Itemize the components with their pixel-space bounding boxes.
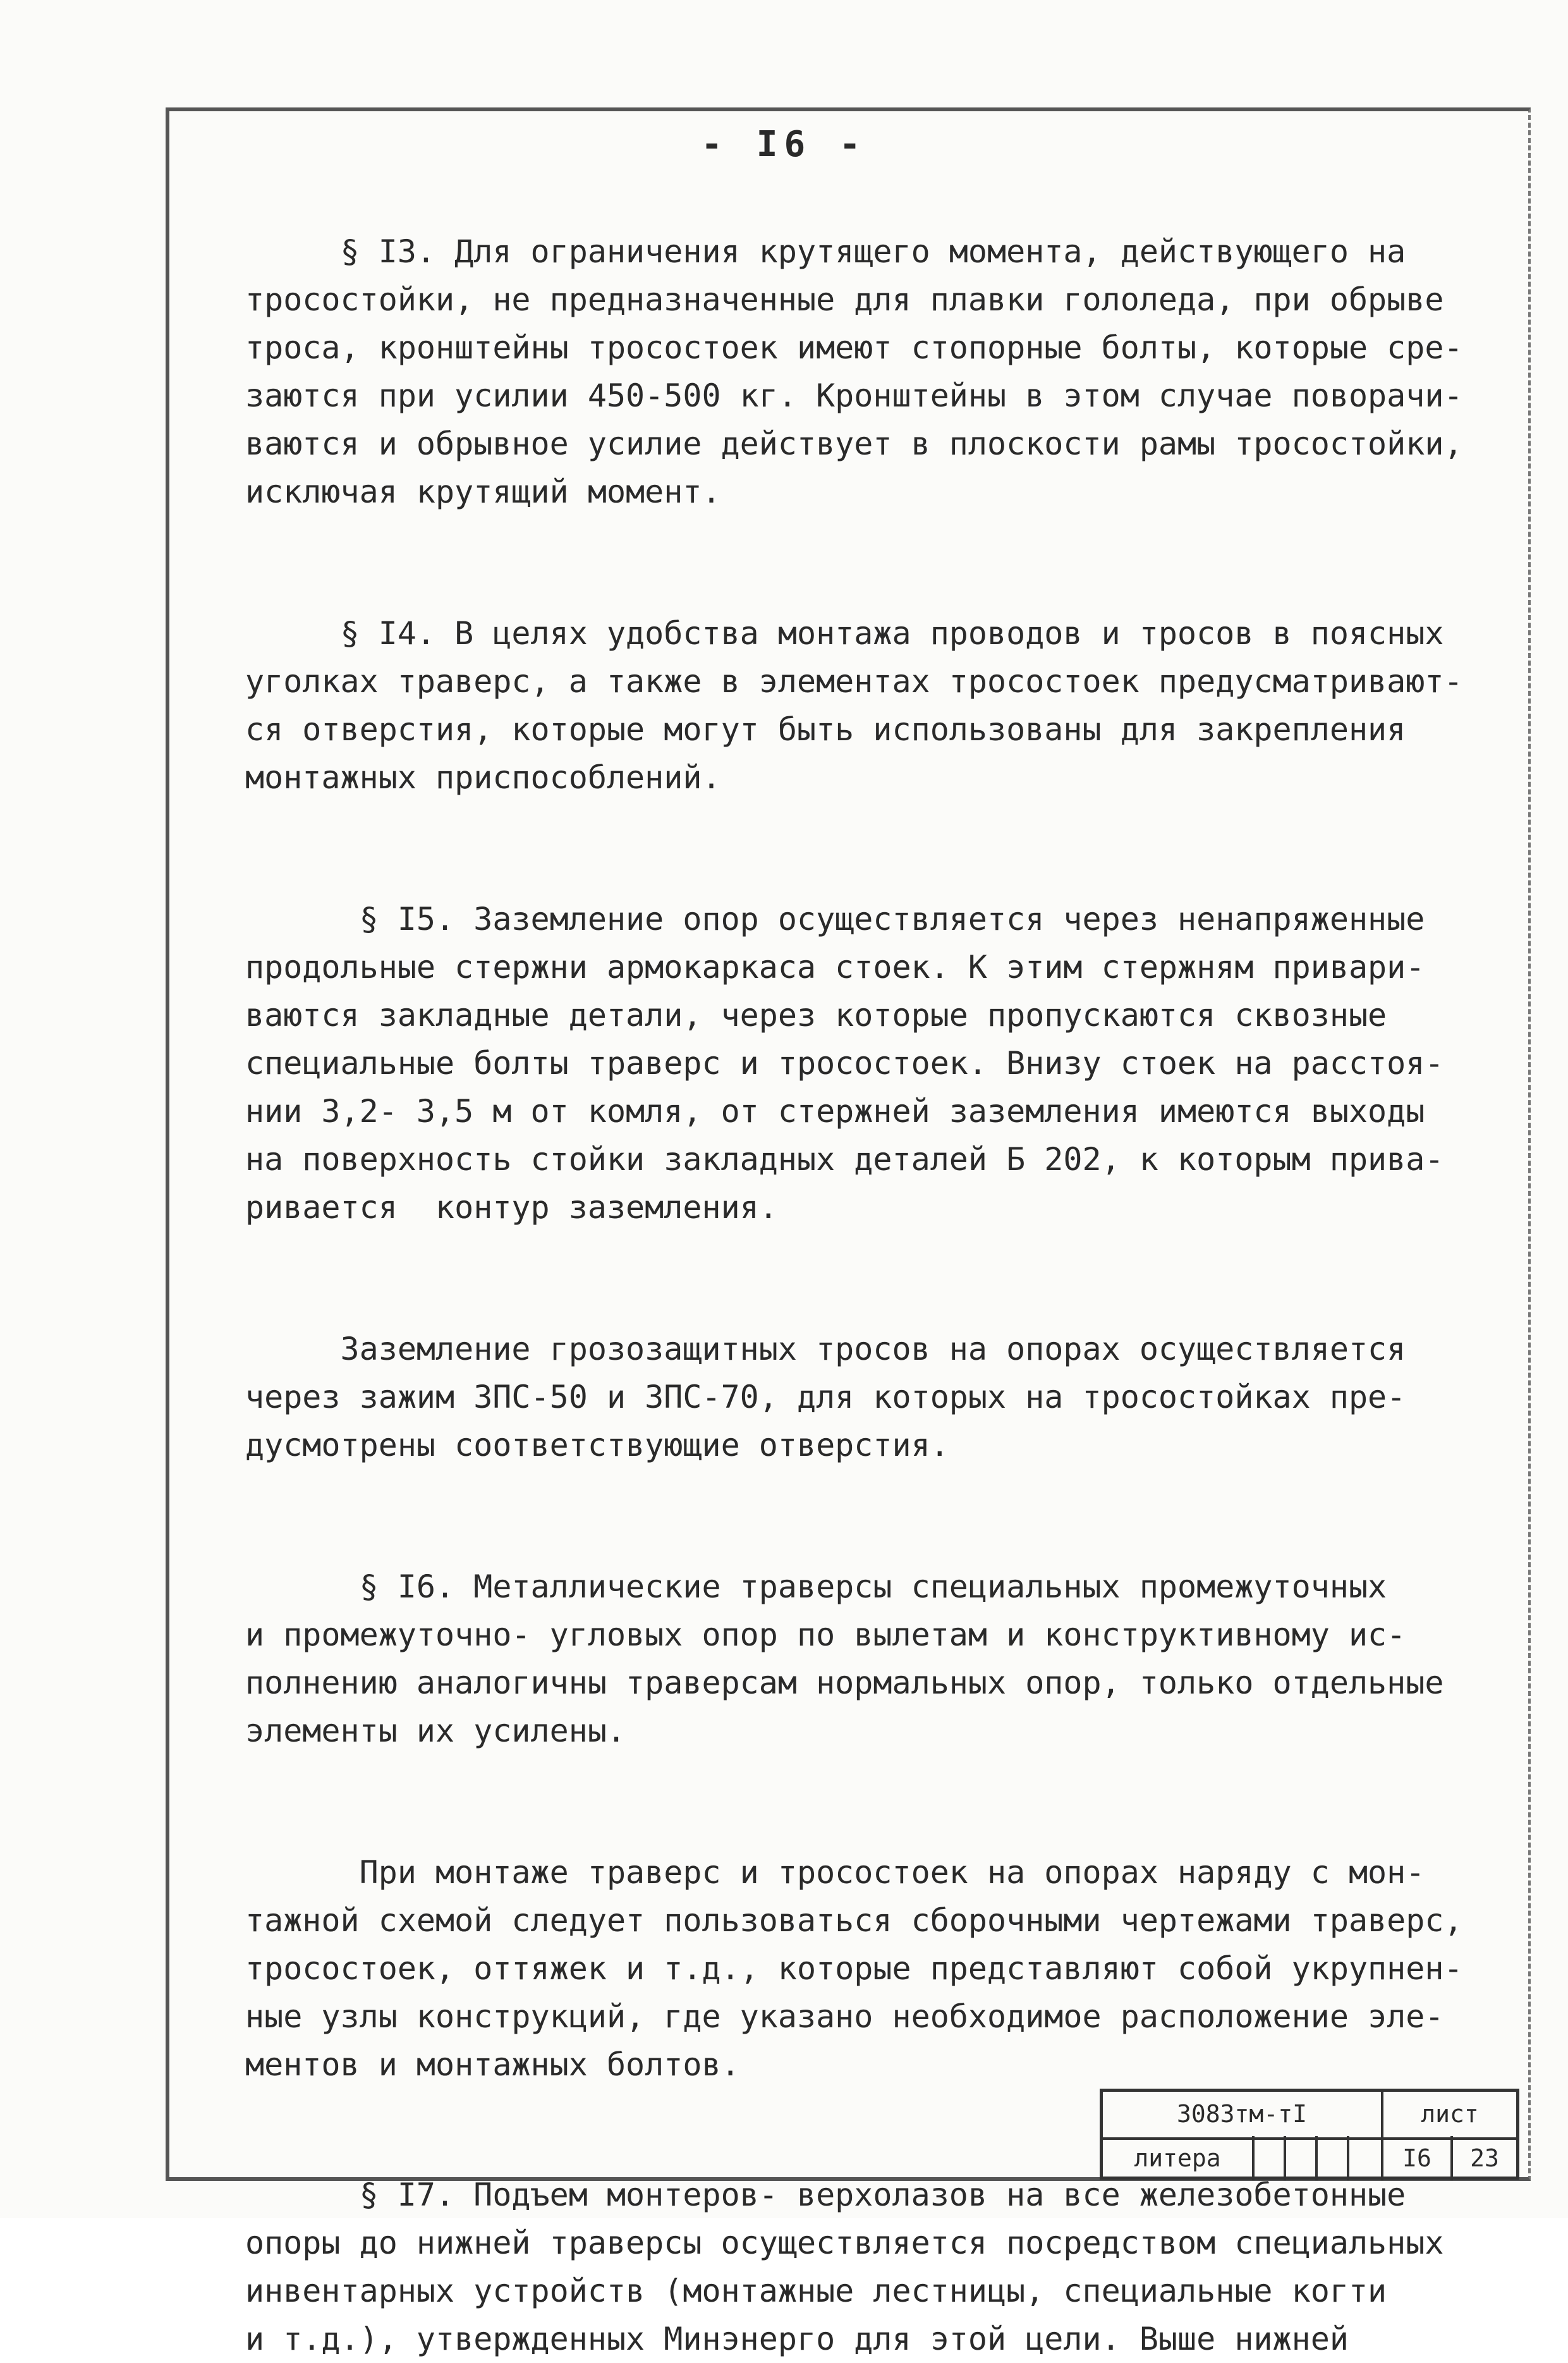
text-line: ные узлы конструкций, где указано необходимое расположение эле- bbox=[245, 1998, 1444, 2035]
text-line: § I7. Подъем монтеров- верхолазов на все железобетонные bbox=[245, 2177, 1406, 2213]
title-block-stamp bbox=[1100, 2089, 1519, 2180]
paragraph-assembly bbox=[245, 1848, 1484, 2089]
text-line: ваются закладные детали, через которые пропускаются сквозные bbox=[245, 997, 1387, 1034]
paragraph-17 bbox=[245, 2171, 1484, 2363]
text-line: При монтаже траверс и тросостоек на опорах наряду с мон- bbox=[245, 1854, 1425, 1891]
text-line: тросостойки, не предназначенные для плавки гололеда, при обрыве bbox=[245, 281, 1444, 318]
text-line: на поверхность стойки закладных деталей Б 202, к которым прива- bbox=[245, 1141, 1444, 1178]
text-line: § I3. Для ограничения крутящего момента, действующего на bbox=[245, 233, 1406, 270]
text-line: и промежуточно- угловых опор по вылетам и конструктивному ис- bbox=[245, 1616, 1406, 1653]
paragraph-15 bbox=[245, 895, 1484, 1231]
text-line: Заземление грозозащитных тросов на опорах осуществляется bbox=[245, 1331, 1406, 1367]
paragraph-grounding bbox=[245, 1325, 1484, 1469]
litera-box bbox=[1318, 2136, 1349, 2180]
text-line: тажной схемой следует пользоваться сборочными чертежами траверс, bbox=[245, 1902, 1463, 1939]
litera-label: литера bbox=[1103, 2136, 1255, 2180]
page-number: - I6 - bbox=[701, 124, 867, 165]
text-line: исключая крутящий момент. bbox=[245, 473, 721, 510]
text-line: § I6. Металлические траверсы специальных промежуточных bbox=[245, 1568, 1387, 1605]
text-line: нии 3,2- 3,5 м от комля, от стержней заземления имеются выходы bbox=[245, 1093, 1425, 1130]
paragraph-14 bbox=[245, 609, 1484, 802]
text-line: монтажных приспособлений. bbox=[245, 759, 721, 796]
text-line: продольные стержни армокаркаса стоек. К этим стержням привари- bbox=[245, 949, 1425, 986]
text-line: ментов и монтажных болтов. bbox=[245, 2046, 740, 2083]
text-line: полнению аналогичны траверсам нормальных опор, только отдельные bbox=[245, 1664, 1444, 1701]
text-line: уголках траверс, а также в элементах тросостоек предусматривают- bbox=[245, 663, 1463, 700]
text-line: ся отверстия, которые могут быть использованы для закрепления bbox=[245, 711, 1406, 748]
text-line: инвентарных устройств (монтажные лестницы, специальные когти bbox=[245, 2273, 1387, 2309]
text-line: ваются и обрывное усилие действует в плоскости рамы тросостойки, bbox=[245, 425, 1463, 462]
document-code: 3083тм-тI bbox=[1103, 2092, 1383, 2136]
text-line: ривается контур заземления. bbox=[245, 1189, 778, 1226]
litera-box bbox=[1349, 2136, 1383, 2180]
text-line: и т.д.), утвержденных Минэнерго для этой цели. Выше нижней bbox=[245, 2321, 1349, 2357]
sheet-number: I6 bbox=[1383, 2136, 1453, 2180]
document-body bbox=[245, 228, 1484, 2363]
litera-box bbox=[1255, 2136, 1286, 2180]
paragraph-13 bbox=[245, 228, 1484, 516]
stamp-bottom-row bbox=[1103, 2136, 1516, 2182]
paragraph-16 bbox=[245, 1563, 1484, 1755]
text-line: заются при усилии 450-500 кг. Кронштейны в этом случае поворачи- bbox=[245, 377, 1463, 414]
text-line: опоры до нижней траверсы осуществляется посредством специальных bbox=[245, 2225, 1444, 2261]
text-line: элементы их усилены. bbox=[245, 1713, 626, 1749]
text-line: троса, кронштейны тросостоек имеют стопорные болты, которые сре- bbox=[245, 329, 1463, 366]
text-line: тросостоек, оттяжек и т.д., которые представляют собой укрупнен- bbox=[245, 1950, 1463, 1987]
text-line: § I4. В целях удобства монтажа проводов и тросов в поясных bbox=[245, 615, 1444, 652]
stamp-top-row bbox=[1103, 2092, 1516, 2140]
sheet-label: лист bbox=[1421, 2100, 1479, 2128]
litera-box bbox=[1286, 2136, 1318, 2180]
total-sheets: 23 bbox=[1470, 2144, 1499, 2172]
text-line: дусмотрены соответствующие отверстия. bbox=[245, 1427, 949, 1463]
text-line: специальные болты траверс и тросостоек. Внизу стоек на расстоя- bbox=[245, 1045, 1444, 1082]
text-line: через зажим ЗПС-50 и ЗПС-70, для которых на тросостойках пре- bbox=[245, 1379, 1406, 1415]
text-line: § I5. Заземление опор осуществляется через ненапряженные bbox=[245, 901, 1425, 937]
